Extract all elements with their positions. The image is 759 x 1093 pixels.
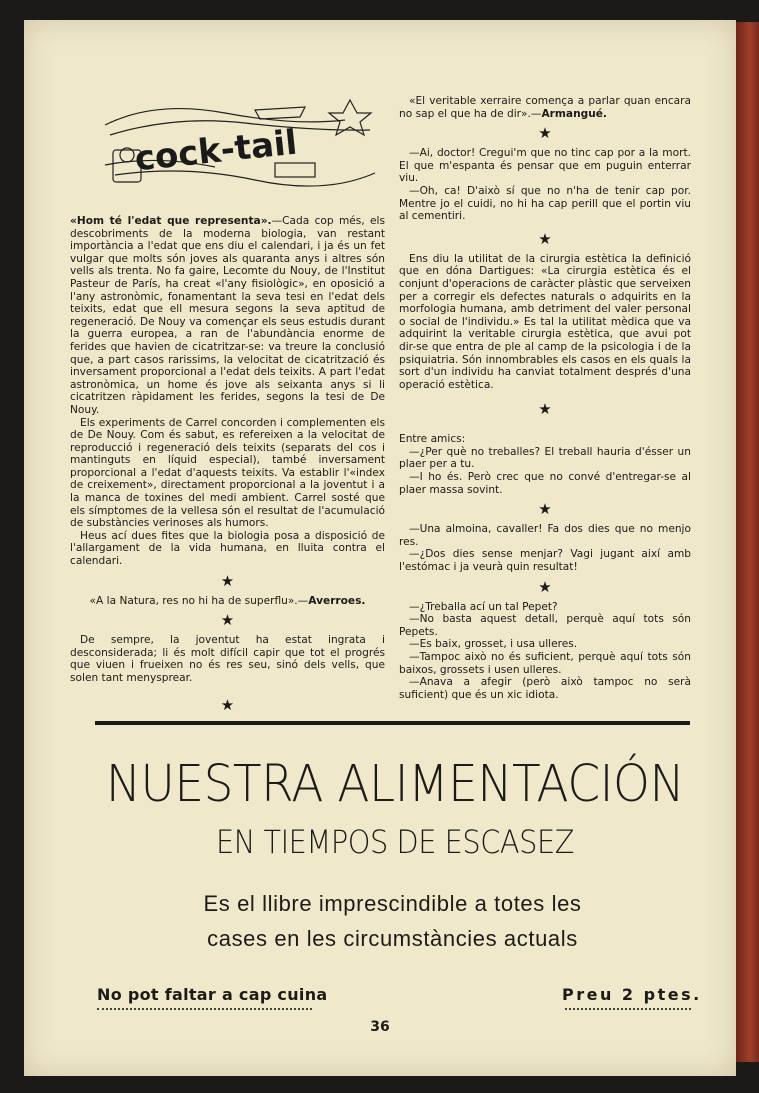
book-spine — [736, 22, 759, 1062]
dialog-friends-2: —I ho és. Però crec que no convé d'entregar-se al plaer massa sovint. — [399, 471, 691, 496]
dialog-pepet-1: —¿Treballa ací un tal Pepet? — [409, 600, 558, 613]
dialog-pepet-3: —Es baix, grosset, i usa ulleres. — [409, 638, 578, 651]
logo-text: cock-tail — [132, 122, 300, 180]
dialog-beggar-1: —Una almoina, cavaller! Fa dos dies que no menjo res. — [399, 523, 691, 548]
dialog-friends-1: —¿Per què no treballes? El treball hauria d'ésser un plaer per a tu. — [399, 445, 691, 471]
right-column — [399, 95, 691, 701]
quote-averroes: «A la Natura, res no hi ha de superflu».—Averroes. — [89, 594, 366, 607]
dotted-underline — [97, 1008, 312, 1012]
star-separator: ★ — [538, 577, 552, 596]
star-separator: ★ — [220, 571, 235, 590]
paragraph-carrel: Els experiments de Carrel concorden i complementen els de De Nouy. Com és sabut, es refereixen a la velocitat de reproducció i regeneració dels teixits (separats del cos i mantinguts en líquid especial), també inversament proporcional a l'edat d'aquests teixits. Va establir l'«index de creixement», directament proporcional a la joventut i a la manca de toxines del medi ambient. Carrel sosté que els símptomes de la vellesa són el resultat de l'acumulació de substàncies verinoses als humors. — [70, 416, 385, 530]
star-separator: ★ — [538, 229, 552, 248]
paragraph-milestones: Heus ací dues fites que la biologia posa a disposició de l'allargament de la vida humana, en lluita contra el calendari. — [70, 529, 385, 568]
divider-rule — [95, 721, 690, 725]
star-separator: ★ — [220, 695, 235, 714]
ad-line-1: Es el llibre imprescindible a totes les — [203, 891, 582, 916]
ad-body — [95, 886, 690, 956]
ad-footer-price: Preu 2 ptes. — [562, 985, 702, 1004]
dialog-doctor-1: —Ai, doctor! Cregui'm que no tinc cap por a la mort. El que m'espanta és pensar que em puguin enterrar viu. — [399, 147, 691, 185]
ad-subtitle: EN TIEMPOS DE ESCASEZ — [215, 823, 575, 861]
star-separator: ★ — [538, 400, 552, 419]
star-separator: ★ — [220, 611, 235, 630]
cocktail-logo — [95, 95, 385, 200]
ad-title: NUESTRA ALIMENTACIÓN — [105, 755, 685, 814]
page-number: 36 — [370, 1019, 390, 1035]
ad-footer-left: No pot faltar a cap cuina — [97, 985, 328, 1004]
dialog-doctor-2: —Oh, ca! D'això sí que no n'ha de tenir cap por. Mentre jo el cuidi, no hi ha cap perill que el portin viu al cementiri. — [399, 184, 691, 223]
star-separator: ★ — [538, 500, 552, 519]
left-column — [70, 215, 385, 719]
ad-line-2: cases en les circumstàncies actuals — [207, 926, 578, 951]
dotted-underline — [565, 1008, 691, 1012]
quote-armangue: «El veritable xerraire comença a parlar quan encara no sap el que ha de dir».—Armangué. — [399, 95, 691, 120]
paragraph-youth: De sempre, la joventut ha estat ingrata i desconsiderada; li és molt difícil capir que tot el progrés que viuen i frueixen no és res seu, sinó dels vells, que solen tant menysprear. — [70, 634, 385, 684]
dialog-friends-intro: Entre amics: — [399, 433, 466, 446]
dialog-pepet-4: —Tampoc això no és suficient, perquè aquí tots són baixos, grossets i usen ulleres. — [399, 651, 691, 676]
dialog-beggar-2: —¿Dos dies sense menjar? Vagi jugant així amb l'estómac i ja veurà quin resultat! — [399, 548, 691, 574]
star-separator: ★ — [538, 124, 552, 143]
dialog-pepet-2: —No basta aquest detall, perquè aquí tots són Pepets. — [399, 613, 691, 638]
paragraph-surgery: Ens diu la utilitat de la cirurgia estètica la definició que en dóna Dartigues: «La cirurgia estètica és el conjunt d'operacions de caràcter plàstic que serveixen per a corregir els defectes naturals o adquirits en la morfologia humana, amb detriment del valer personal o social de l'individu.» Es tal la utilitat mèdica que va adquirint la veritable cirurgia estètica, que avui pot dir-se que entra de ple al camp de la psicologia i de la psiquiatria. Són innombrables els casos en els quals la sort d'un individu ha canviat totalment després d'una operació estètica. — [399, 252, 691, 391]
paragraph-age: «Hom té l'edat que representa».—Cada cop més, els descobriments de la moderna biologia, van restant importància a l'edat que ens diu el calendari, i ja és un fet vulgar que molts són joves als quaranta anys i altres són vells als trenta. No fa gaire, Lecomte du Nouy, de l'Institut Pasteur de París, ha creat «l'any fisiològic», en oposició a l'any astronòmic, fonamentant la seva tesi en l'edat dels teixits, edat que ell mesura segons la seva aptitud de regeneració. De Nouy va començar els seus estudis durant la guerra europea, a ran de l'abundància enorme de ferides que havien de cicatritzar-se: va treure la conclusió que, a part casos rarissims, la velocitat de cicatrització és inversament proporcional a l'edat dels teixits. A part l'edat astronòmica, un home és jove als seixanta anys si li cicatritzen ràpidament les ferides, segons la tesi de De Nouy. — [70, 215, 385, 416]
dialog-pepet-5: —Anava a afegir (però això tampoc no serà suficient) que és un xic idiota. — [399, 676, 691, 701]
